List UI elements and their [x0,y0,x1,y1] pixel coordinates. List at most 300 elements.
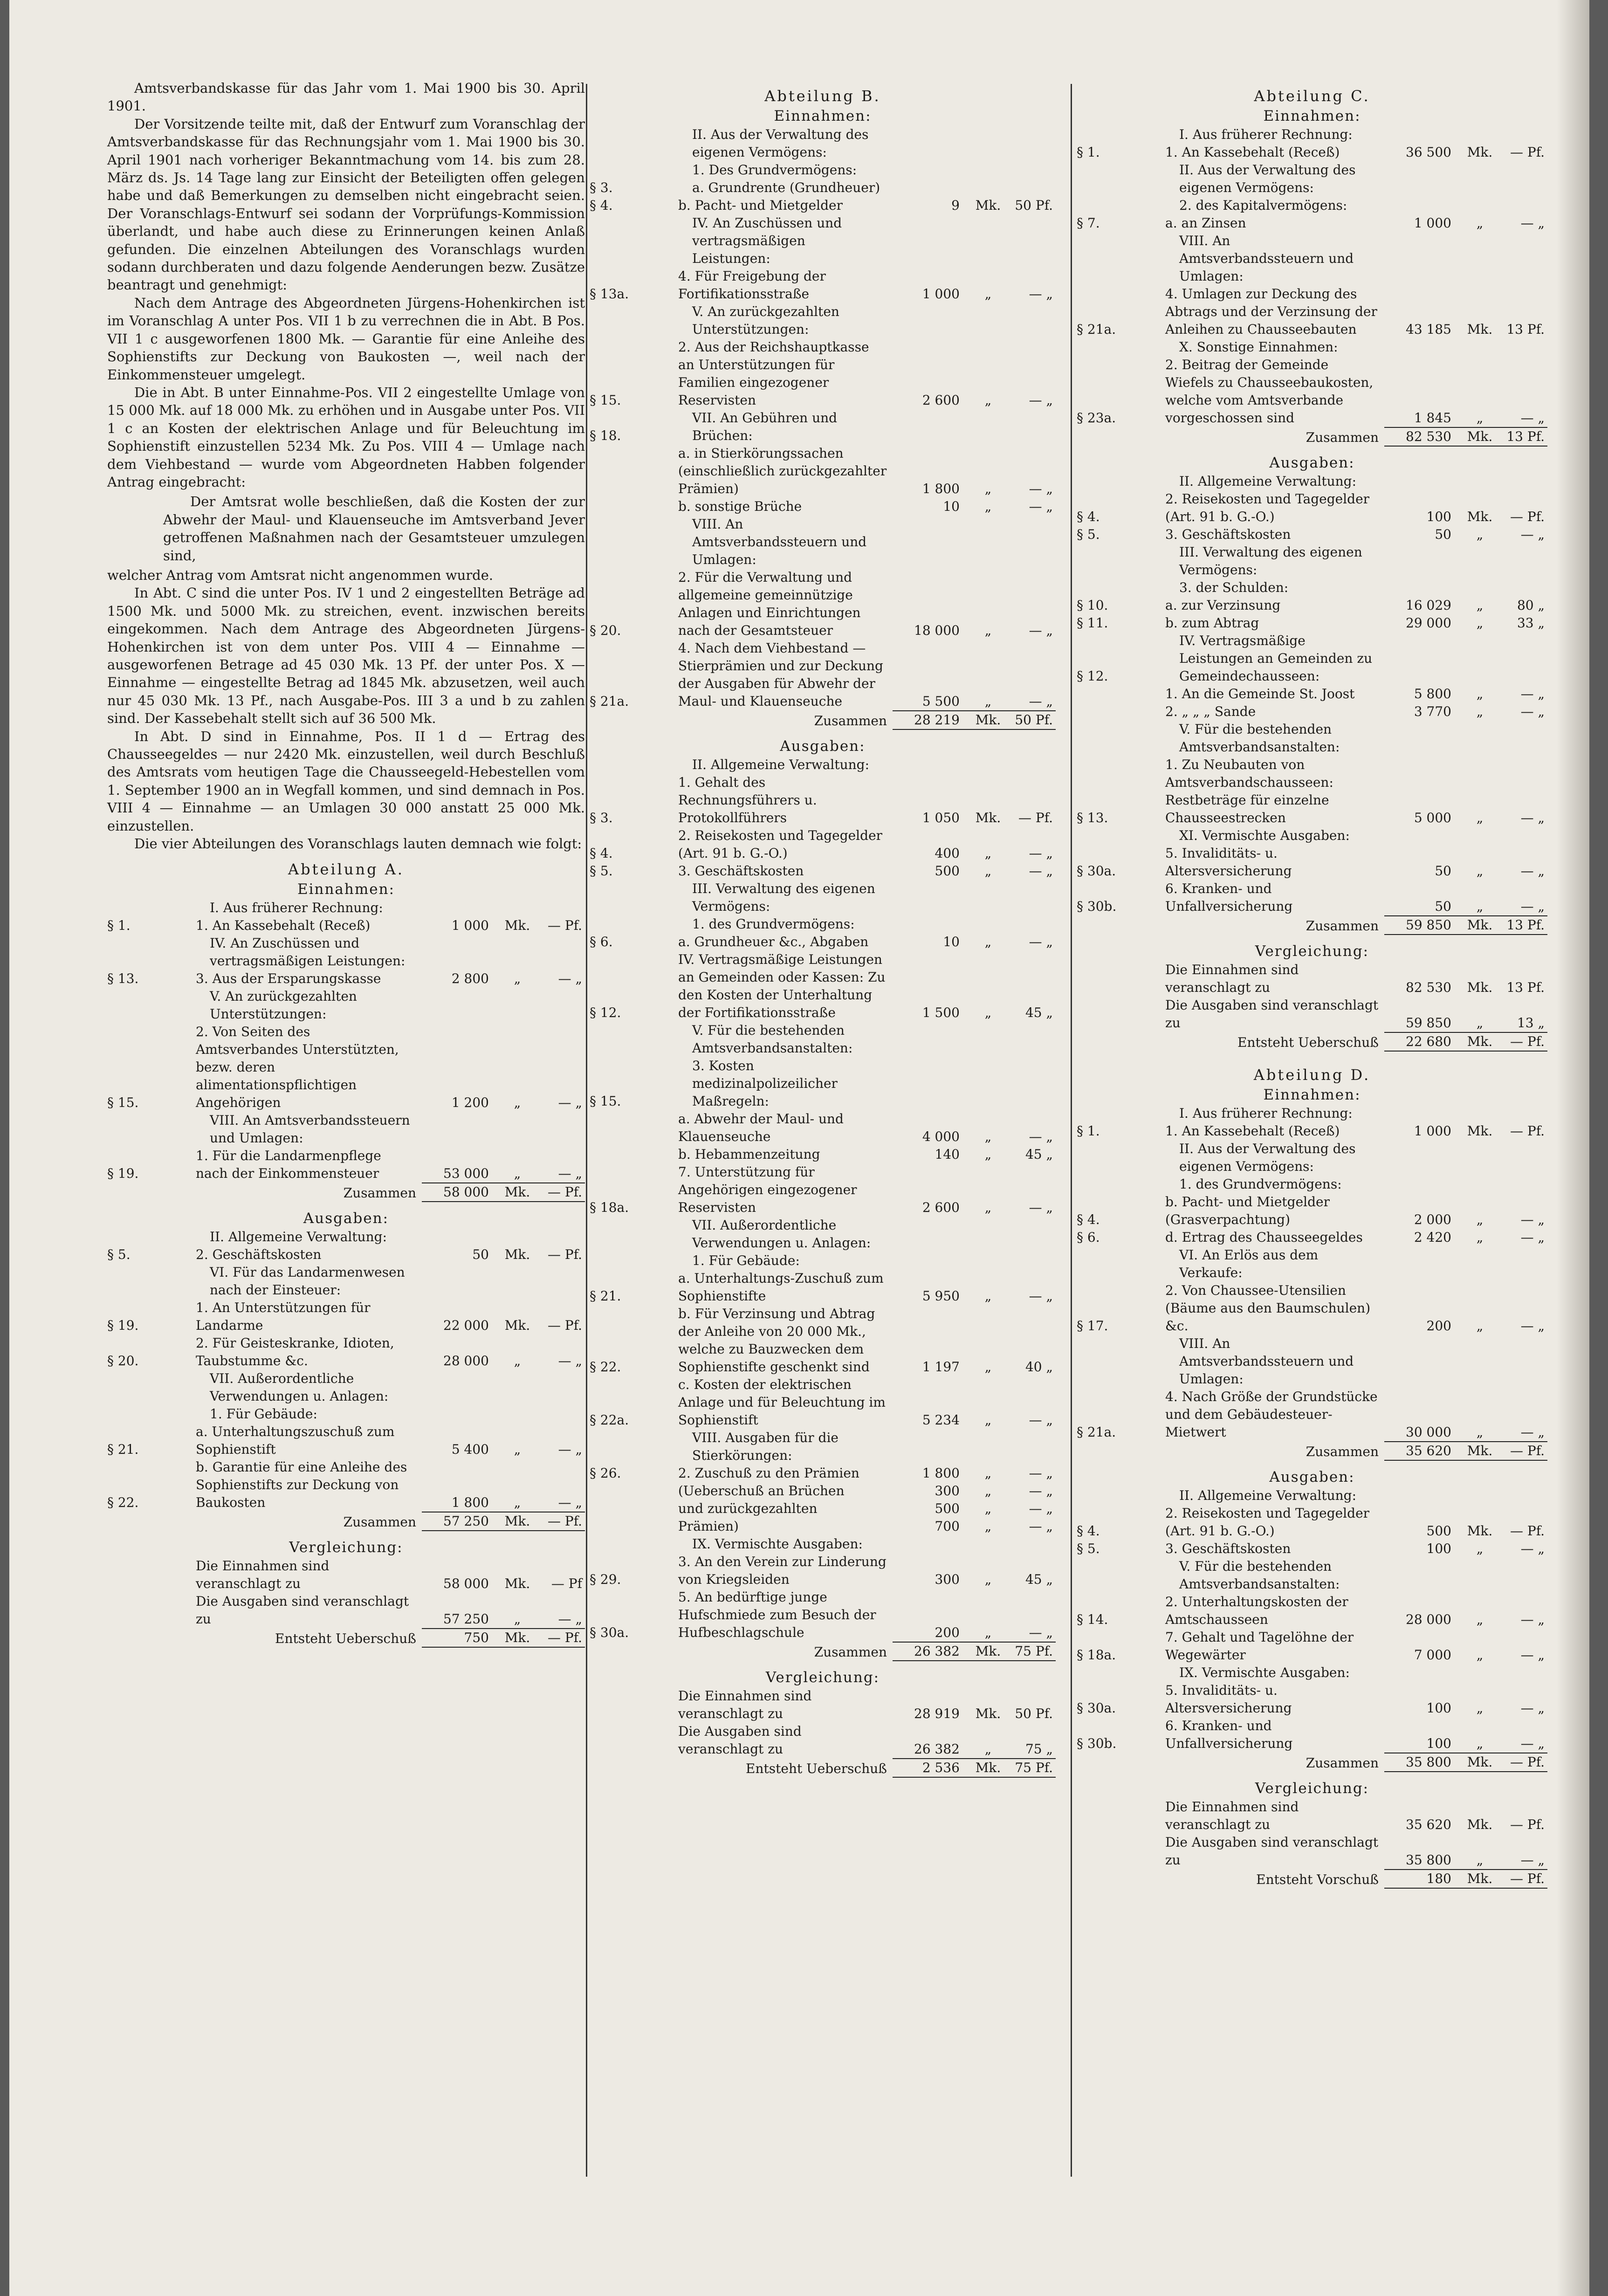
pfennig: 75 Pf. [1014,1758,1056,1778]
mark-unit: „ [984,481,992,496]
pfennig: 50 Pf. [1015,198,1053,213]
budget-row [590,1588,1056,1642]
budget-row [590,915,1056,933]
total-label: Zusammen [1306,918,1379,934]
amount: 100 [1426,1736,1451,1751]
amount: 300 [935,1572,960,1587]
budget-row [107,1299,585,1334]
item-text: und zurückgezahlten [678,1501,818,1516]
paragraph-number: § 6. [1077,1230,1100,1245]
mark-unit: „ [1476,1612,1484,1627]
budget-row [1077,338,1547,356]
paragraph-number: § 4. [1077,509,1100,524]
amount: 500 [1426,1523,1451,1539]
item-text: b. Für Verzinsung und Abtrag der Anleihe von 20 000 Mk., welche zu Bauzwecken dem Sophienstifte geschenkt sind [678,1306,875,1375]
amount: 5 800 [1414,686,1451,701]
item-text: 1. Für Gebäude: [210,1406,317,1422]
pfennig: — „ [558,1442,582,1457]
amount: 16 029 [1406,598,1451,613]
item-text: Die Ausgaben sind veranschlagt zu [1165,1835,1379,1868]
result-row [1077,1032,1547,1052]
amount: 58 000 [422,1182,492,1202]
paragraph-number: § 20. [590,623,621,638]
pfennig: 33 „ [1517,615,1545,631]
pfennig: — „ [1520,899,1545,914]
pfennig: — Pf. [1018,810,1053,825]
budget-row [107,988,585,1023]
item-text: d. Ertrag des Chausseegeldes [1165,1230,1363,1245]
pfennig: — „ [1029,481,1053,496]
item-text: 7. Gehalt und Tagelöhne der Wegewärter [1165,1629,1354,1663]
paragraph-number: § 5. [1077,1541,1100,1556]
intro-heading: Amtsverbandskasse für das Jahr vom 1. Mai 1900 bis 30. April 1901. [107,80,585,114]
mark-unit: „ [514,1095,521,1111]
budget-row [590,1305,1056,1376]
budget-row [590,1252,1056,1270]
mark-unit: „ [1476,899,1484,914]
comparison-row [1077,997,1547,1032]
item-text: 2. Unterhaltungskosten der Amtschausseen [1165,1594,1348,1627]
mark-unit: „ [1476,1424,1484,1440]
mark-unit: „ [514,1442,521,1457]
item-text: 1. des Grundvermögens: [1179,1176,1342,1192]
paragraph-number: § 5. [1077,527,1100,542]
item-text: IV. An Zuschüssen und vertragsmäßigen Leistungen: [692,215,842,266]
paragraph-number: § 12. [1077,668,1108,684]
item-text: (Ueberschuß an Brüchen [678,1483,845,1499]
budget-row [590,933,1056,951]
paragraph-number: § 23a. [1077,410,1116,426]
budget-row [1077,1717,1547,1753]
pfennig: — Pf. [547,1318,582,1334]
intro-paragraph: Die vier Abteilungen des Voranschlags lauten demnach wie folgt: [134,836,582,852]
budget-row [107,1023,585,1112]
amount: 200 [1426,1318,1451,1334]
budget-row [1077,1246,1547,1282]
paragraph-number: § 11. [1077,615,1108,631]
budget-row [1077,703,1547,721]
budget-row [1077,880,1547,915]
mark-unit: Mk. [975,198,1001,213]
amount: 50 [1435,863,1451,879]
expense-total-row [107,1512,585,1531]
item-text: b. sonstige Brüche [678,499,802,514]
budget-row [107,1246,585,1264]
paragraph-number: § 21a. [1077,1424,1116,1440]
budget-row [107,1228,585,1246]
budget-row [590,445,1056,498]
amount: 1 000 [922,286,960,302]
budget-row [1077,827,1547,845]
total-label: Zusammen [343,1185,416,1201]
mark-unit: „ [984,1519,992,1534]
budget-row [590,756,1056,774]
budget-row [1077,1193,1547,1229]
item-text: 1. Zu Neubauten von Amtsverbandschausseen: Restbeträge für einzelne Chausseestrecken [1165,757,1333,825]
expense-heading: Ausgaben: [1269,454,1355,471]
item-text: IV. An Zuschüssen und vertragsmäßigen Leistungen: [210,935,405,969]
expense-heading: Ausgaben: [303,1210,389,1227]
mark-unit: „ [984,499,992,514]
mark-unit: Mk. [504,918,530,934]
item-text: a. Unterhaltungszuschuß zum Sophienstift [196,1424,395,1457]
budget-row [1077,1175,1547,1193]
spacer [590,1661,1056,1668]
mark-unit: Mk. [1467,1817,1493,1832]
comparison-heading: Vergleichung: [1255,943,1369,960]
total-label: Zusammen [814,1644,887,1660]
expense-total-row [1077,1753,1547,1772]
budget-row [1077,845,1547,880]
mark-unit: „ [984,1741,992,1757]
item-text: 1. des Grundvermögens: [692,916,855,932]
mark-unit: Mk. [962,1642,1014,1661]
item-text: a. Grundrente (Grundheuer) [692,180,880,195]
section-title: Abteilung A. [288,860,404,879]
pfennig: — Pf. [543,1182,585,1202]
budget-row [590,1535,1056,1553]
amount: 82 530 [1406,980,1451,995]
amount: 58 000 [443,1576,489,1592]
paragraph-number: § 18. [590,428,621,443]
item-text: 3. Geschäftskosten [1165,527,1291,542]
pfennig: — „ [1029,846,1053,861]
budget-row [590,569,1056,639]
paragraph-number: § 3. [590,180,613,195]
mark-unit: Mk. [1454,1869,1505,1889]
item-text: 1. An Kassebehalt (Receß) [196,918,371,934]
item-text: IX. Vermischte Ausgaben: [1179,1665,1350,1680]
mark-unit: „ [1476,615,1484,631]
item-text: 2. Beitrag der Gemeinde Wiefels zu Chausseebaukosten, welche vom Amtsverbande vorgeschossen sind [1165,357,1374,426]
item-text: 2. Zuschuß zu den Prämien [678,1465,859,1481]
amount: 10 [943,934,960,949]
spacer [107,1531,585,1538]
pfennig: — „ [1520,1700,1545,1716]
budget-row [590,1022,1056,1057]
result-row [590,1758,1056,1778]
comparison-heading: Vergleichung: [765,1669,880,1686]
mark-unit: „ [1476,1736,1484,1751]
item-text: 1. Für die Landarmenpflege nach der Einkommensteuer [196,1148,381,1182]
pfennig: 50 Pf. [1014,710,1056,730]
paragraph-number: § 6. [590,934,613,949]
amount: 28 000 [1406,1612,1451,1627]
intro-paragraph: Der Vorsitzende teilte mit, daß der Entwurf zum Voranschlag der Amtsverbandskasse für das Rechnungsjahr vom 1. Mai 1900 bis 30. April 1901 nach vorheriger Bekanntmachung vom 14. bis zum 28. März ds. Js. 14 Tage lang zur Einsicht der Beteiligten offen gelegen habe und daß Bemerkungen zu demselben nicht eingebracht seien. Der Voranschlags-Entwurf sei sodann der Vorprüfungs-Kommission überlandt, und habe auch diese zu Erinnerungen keinen Anlaß gefunden. Die einzelnen Abteilungen des Voranschlags wurden sodann durchberaten und dazu folgende Aenderungen bezw. Zusätze beantragt und genehmigt: [107,116,585,293]
amount: 18 000 [914,623,960,638]
budget-row [590,639,1056,710]
budget-row [590,880,1056,915]
paragraph-number: § 30b. [1077,1736,1117,1751]
budget-row [590,338,1056,409]
item-text: 6. Kranken- und Unfallversicherung [1165,881,1293,914]
pfennig: — „ [1029,392,1053,408]
budget-row [590,827,1056,862]
pfennig: — „ [1520,1541,1545,1556]
amount: 53 000 [443,1166,489,1182]
paragraph-number: § 22. [590,1359,621,1375]
item-text: 3. Aus der Ersparungskasse [196,971,381,987]
budget-row [590,774,1056,827]
section-title: Abteilung B. [764,87,881,105]
motion-quote: Der Amtsrat wolle beschließen, daß die Kosten der zur Abwehr der Maul- und Klauenseuche im Amtsverband Jever getroffenen Maßnahmen nach der Gesamtsteuer umzulegen sind, [163,494,585,564]
mark-unit: „ [1476,1700,1484,1716]
item-text: 6. Kranken- und Unfallversicherung [1165,1718,1293,1751]
item-text: 2. des Kapitalvermögens: [1179,198,1347,213]
amount: 400 [935,846,960,861]
item-text: 3. An den Verein zur Linderung von Kriegsleiden [678,1554,886,1587]
budget-row [107,899,585,917]
paragraph-number: § 30a. [590,1625,629,1640]
mark-unit: Mk. [1467,1523,1493,1539]
item-text: 2. Aus der Reichshauptkasse an Unterstützungen für Familien eingezogener Reservisten [678,339,869,408]
pfennig: — „ [1520,1230,1545,1245]
amount: 5 400 [451,1442,489,1457]
amount: 50 [472,1247,489,1263]
item-text: 1. An Kassebehalt (Receß) [1165,1123,1340,1139]
mark-unit: „ [984,1359,992,1375]
budget-row [1077,1335,1547,1388]
mark-unit: Mk. [504,1318,530,1334]
pfennig: — „ [1520,704,1545,719]
paragraph-number: § 30a. [1077,1700,1116,1716]
amount: 5 950 [922,1288,960,1304]
budget-row [590,1518,1056,1535]
budget-row [1077,126,1547,144]
amount: 2 000 [1414,1212,1451,1227]
amount: 3 770 [1414,704,1451,719]
paragraph-number: § 19. [107,1166,139,1182]
item-text: b. Pacht- und Mietgelder [678,198,843,213]
pfennig: — „ [1520,1318,1545,1334]
item-text: c. Kosten der elektrischen Anlage und für Beleuchtung im Sophienstift [678,1377,886,1428]
comparison-row [590,1723,1056,1758]
budget-row [107,1370,585,1405]
amount: 100 [1426,509,1451,524]
total-label: Zusammen [343,1514,416,1530]
item-text: V. Für die bestehenden Amtsverbandsanstalten: [692,1023,853,1056]
amount: 1 200 [451,1095,489,1111]
item-text: a. Unterhaltungs-Zuschuß zum Sophienstifte [678,1271,884,1304]
item-text: II. Allgemeine Verwaltung: [692,757,870,772]
pfennig: — „ [558,1166,582,1182]
item-text: b. Pacht- und Mietgelder (Grasverpachtung) [1165,1194,1330,1227]
mark-unit: „ [984,1572,992,1587]
item-text: 2. Reisekosten und Tagegelder (Art. 91 b. G.-O.) [1165,1505,1370,1539]
pfennig: — „ [1520,1852,1545,1868]
mark-unit: Mk. [1467,322,1493,337]
pfennig: — Pf [551,1576,582,1592]
intro-paragraph: Nach dem Antrage des Abgeordneten Jürgens-Hohenkirchen ist im Voranschlag A unter Pos. VII 1 b zu verrechnen die in Abt. B Pos. VII 1 c ausgeworfenen 1800 Mk. — Garantie für eine Anleihe des Sophienstifts zur Deckung von Baukosten —, weil nach der Einkommensteuer umgelegt. [107,295,585,383]
item-text: 1. Für Gebäude: [692,1253,800,1268]
mark-unit: Mk. [1454,1032,1505,1052]
mark-unit: „ [1476,1541,1484,1556]
pfennig: — „ [1029,863,1053,879]
item-text: VIII. An Amtsverbandssteuern und Umlagen: [210,1113,410,1146]
budget-row [590,1217,1056,1252]
item-text: 2. Reisekosten und Tagegelder (Art. 91 b. G.-O.) [678,828,883,861]
comparison-row [1077,1798,1547,1834]
budget-row [1077,1122,1547,1140]
amount: 57 250 [443,1611,489,1627]
section-title: Abteilung C. [1254,87,1370,105]
income-heading: Einnahmen: [1263,108,1361,124]
paragraph-number: § 1. [1077,144,1100,160]
amount: 9 [951,198,960,213]
pfennig: 40 „ [1025,1359,1053,1375]
paragraph-number: § 13a. [590,286,629,302]
comparison-row [1077,961,1547,997]
mark-unit: „ [984,1483,992,1499]
pfennig: — „ [1520,1647,1545,1663]
paragraph-number: § 4. [590,198,613,213]
mark-unit: „ [1476,1230,1484,1245]
pfennig: — „ [1029,694,1053,709]
budget-row [1077,614,1547,632]
amount: 35 800 [1384,1753,1454,1772]
item-text: VII. Außerordentliche Verwendungen u. Anlagen: [692,1217,871,1251]
item-text: 5. Invaliditäts- u. Altersversicherung [1165,846,1292,879]
budget-row [1077,721,1547,756]
paragraph-number: § 18a. [1077,1647,1116,1663]
budget-row [1077,473,1547,490]
amount: 57 250 [422,1512,492,1531]
amount: 30 000 [1406,1424,1451,1440]
paragraph-number: § 22a. [590,1412,629,1428]
amount: 1 845 [1414,410,1451,426]
total-label: Entsteht Ueberschuß [1237,1035,1379,1050]
section-abteilung-a [107,859,585,1654]
pfennig: — Pf. [543,1512,585,1531]
mark-unit: „ [1476,1015,1484,1031]
mark-unit: „ [984,1129,992,1144]
pfennig: — „ [558,1095,582,1111]
amount: 4 000 [922,1129,960,1144]
amount: 35 620 [1406,1817,1451,1832]
pfennig: 13 Pf. [1505,915,1547,935]
amount: 35 620 [1384,1441,1454,1461]
mark-unit: „ [1476,215,1484,231]
mark-unit: „ [984,1200,992,1215]
comparison-row [107,1557,585,1593]
budget-row [1077,214,1547,232]
income-heading: Einnahmen: [774,108,872,124]
amount: 2 600 [922,392,960,408]
amount: 5 000 [1414,810,1451,825]
pfennig: — „ [1029,1465,1053,1481]
item-text: II. Aus der Verwaltung des eigenen Vermögens: [1179,1141,1356,1174]
pfennig: — Pf. [1510,144,1545,160]
item-text: III. Verwaltung des eigenen Vermögens: [1179,544,1362,577]
amount: 1 000 [1414,1123,1451,1139]
budget-row [1077,1593,1547,1629]
mark-unit: „ [1476,810,1484,825]
item-text: VII. An Gebühren und Brüchen: [692,410,838,443]
pfennig: — „ [1520,1424,1545,1440]
pfennig: — Pf. [1505,1753,1547,1772]
item-text: V. Für die bestehenden Amtsverbandsanstalten: [1179,722,1340,755]
paragraph-number: § 30b. [1077,899,1117,914]
pfennig: — Pf. [1505,1032,1547,1052]
section-abteilung-d [1077,1065,1547,1895]
item-text: I. Aus früherer Rechnung: [210,900,383,916]
pfennig: — „ [1029,1625,1053,1640]
budget-row [590,161,1056,179]
pfennig: — „ [558,1353,582,1369]
mark-unit: „ [1476,686,1484,701]
comparison-row [1077,1834,1547,1869]
mark-unit: Mk. [1467,144,1493,160]
amount: 36 500 [1406,144,1451,160]
amount: 26 382 [914,1741,960,1757]
spacer [1077,1461,1547,1467]
pfennig: — „ [558,971,582,987]
total-label: Entsteht Ueberschuß [746,1761,887,1776]
item-text: 2. Geschäftskosten [196,1247,322,1263]
budget-row [590,1464,1056,1482]
mark-unit: Mk. [492,1512,543,1531]
section-abteilung-b [590,86,1056,1784]
mark-unit: „ [1476,1852,1484,1868]
pfennig: — Pf. [547,918,582,934]
section-title: Abteilung D. [1253,1066,1371,1084]
result-row [1077,1869,1547,1889]
budget-row [590,862,1056,880]
amount: 1 050 [922,810,960,825]
mark-unit: „ [984,1501,992,1516]
paragraph-number: § 18a. [590,1200,629,1215]
mark-unit: „ [984,1288,992,1304]
paragraph-number: § 7. [1077,215,1100,231]
income-total-row [1077,427,1547,447]
paragraph-number: § 21. [590,1288,621,1304]
item-text: VIII. An Amtsverbandssteuern und Umlagen: [1179,1336,1354,1387]
amount: 82 530 [1384,427,1454,447]
budget-row [590,409,1056,445]
item-text: a. in Stierkörungssachen (einschließlich zurückgezahlter Prämien) [678,446,887,496]
item-text: VIII. Ausgaben für die Stierkörungen: [692,1430,839,1463]
budget-row [107,935,585,970]
mark-unit: „ [984,392,992,408]
budget-row [1077,597,1547,614]
item-text: IX. Vermischte Ausgaben: [692,1536,863,1552]
intro-paragraph: welcher Antrag vom Amtsrat nicht angenommen wurde. [107,567,494,583]
pfennig: — „ [1520,810,1545,825]
item-text: b. Hebammenzeitung [678,1147,820,1162]
amount: 700 [935,1519,960,1534]
amount: 2 420 [1414,1230,1451,1245]
budget-row [590,268,1056,303]
budget-row [590,1163,1056,1217]
budget-row [1077,579,1547,597]
item-text: V. An zurückgezahlten Unterstützungen: [210,989,357,1022]
budget-row [1077,685,1547,703]
column-left [107,79,585,1654]
mark-unit: „ [514,1495,521,1511]
pfennig: — „ [1029,1129,1053,1144]
budget-row [1077,1229,1547,1246]
amount: 22 000 [443,1318,489,1334]
budget-row [1077,1388,1547,1441]
mark-unit: „ [984,1625,992,1640]
item-text: VIII. An Amtsverbandssteuern und Umlagen: [1179,233,1354,284]
item-text: a. Abwehr der Maul- und Klauenseuche [678,1111,844,1144]
paragraph-number: § 17. [1077,1318,1108,1334]
result-row [107,1628,585,1648]
mark-unit: „ [514,1353,521,1369]
item-text: 3. Geschäftskosten [1165,1541,1291,1556]
pfennig: — Pf. [1505,1441,1547,1461]
